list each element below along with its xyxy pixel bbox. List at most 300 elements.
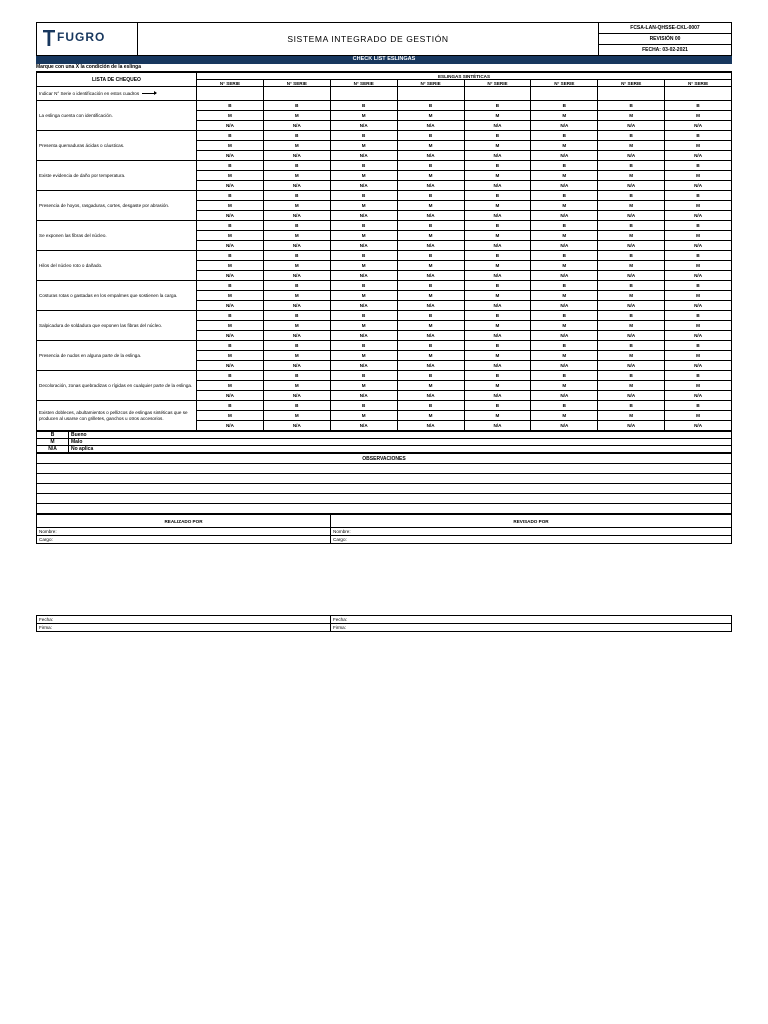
option-cell[interactable]: M [531, 111, 598, 121]
option-cell[interactable]: M [197, 171, 264, 181]
serie-input-cell[interactable] [598, 87, 665, 101]
option-cell[interactable]: M [397, 411, 464, 421]
legend-meaning: No aplica [69, 446, 732, 453]
option-cell[interactable]: M [263, 381, 330, 391]
option-cell[interactable]: M [464, 141, 531, 151]
option-cell[interactable]: M [464, 261, 531, 271]
option-cell[interactable]: B [263, 371, 330, 381]
option-cell[interactable]: B [665, 251, 732, 261]
option-cell[interactable]: B [598, 161, 665, 171]
serie-label: N° SERIE [598, 80, 665, 87]
option-cell[interactable]: B [464, 131, 531, 141]
option-cell[interactable]: M [665, 111, 732, 121]
option-cell[interactable]: N/A [197, 301, 264, 311]
option-cell[interactable]: N/A [665, 421, 732, 431]
option-cell[interactable]: N/A [197, 421, 264, 431]
document-code: FCSA-LAN-QHSSE-CKL-0007 [599, 23, 732, 34]
option-cell[interactable]: M [330, 321, 397, 331]
option-cell[interactable]: B [263, 131, 330, 141]
option-cell[interactable]: M [464, 411, 531, 421]
option-cell[interactable]: B [598, 311, 665, 321]
option-cell[interactable]: M [263, 141, 330, 151]
option-cell[interactable]: M [263, 411, 330, 421]
option-cell[interactable]: N/A [330, 271, 397, 281]
option-cell[interactable]: M [598, 291, 665, 301]
option-cell[interactable]: M [330, 291, 397, 301]
option-cell[interactable]: N/A [531, 331, 598, 341]
option-cell[interactable]: M [598, 411, 665, 421]
realizado-firma-field[interactable]: Firma: [37, 624, 331, 632]
revisado-fecha-field[interactable]: Fecha: [331, 616, 732, 624]
option-cell[interactable]: M [598, 201, 665, 211]
option-cell[interactable]: M [263, 231, 330, 241]
option-cell[interactable]: N/A [598, 421, 665, 431]
serie-input-cell[interactable] [464, 87, 531, 101]
question-text: Presenta quemaduras ácidas o cáusticas. [37, 131, 197, 161]
option-cell[interactable]: M [263, 171, 330, 181]
option-cell[interactable]: M [197, 231, 264, 241]
option-cell[interactable]: N/A [263, 361, 330, 371]
option-cell[interactable]: M [197, 111, 264, 121]
option-cell[interactable]: N/A [598, 211, 665, 221]
option-cell[interactable]: N/A [531, 271, 598, 281]
serie-input-cell[interactable] [263, 87, 330, 101]
option-cell[interactable]: N/A [598, 391, 665, 401]
option-cell[interactable]: B [197, 101, 264, 111]
option-cell[interactable]: B [531, 281, 598, 291]
option-cell[interactable]: N/A [397, 331, 464, 341]
option-cell[interactable]: M [263, 321, 330, 331]
serie-input-cell[interactable] [531, 87, 598, 101]
option-cell[interactable]: B [531, 161, 598, 171]
option-cell[interactable]: B [598, 131, 665, 141]
option-cell[interactable]: N/A [197, 391, 264, 401]
option-cell[interactable]: B [263, 281, 330, 291]
option-cell[interactable]: B [197, 401, 264, 411]
option-cell[interactable]: N/A [263, 181, 330, 191]
option-cell[interactable]: B [330, 281, 397, 291]
option-cell[interactable]: N/A [330, 421, 397, 431]
option-cell[interactable]: B [330, 341, 397, 351]
option-cell[interactable]: N/A [397, 211, 464, 221]
option-cell[interactable]: N/A [397, 241, 464, 251]
option-cell[interactable]: M [464, 381, 531, 391]
option-cell[interactable]: M [665, 291, 732, 301]
option-cell[interactable]: N/A [464, 391, 531, 401]
option-cell[interactable]: B [665, 221, 732, 231]
serie-input-cell[interactable] [665, 87, 732, 101]
option-cell[interactable]: B [464, 161, 531, 171]
option-cell[interactable]: M [397, 141, 464, 151]
option-cell[interactable]: B [464, 401, 531, 411]
option-cell[interactable]: B [397, 161, 464, 171]
question-text: Existe evidencia de daño por temperatura. [37, 161, 197, 191]
option-cell[interactable]: M [330, 141, 397, 151]
option-cell[interactable]: N/A [197, 241, 264, 251]
option-cell[interactable]: N/A [263, 121, 330, 131]
option-cell[interactable]: B [531, 401, 598, 411]
option-cell[interactable]: M [665, 381, 732, 391]
option-cell[interactable]: N/A [263, 271, 330, 281]
option-cell[interactable]: M [330, 201, 397, 211]
option-cell[interactable]: M [598, 231, 665, 241]
option-cell[interactable]: M [397, 291, 464, 301]
option-cell[interactable]: B [263, 161, 330, 171]
option-cell[interactable]: B [330, 161, 397, 171]
option-cell[interactable]: M [598, 381, 665, 391]
option-cell[interactable]: B [330, 101, 397, 111]
option-cell[interactable]: B [197, 191, 264, 201]
option-cell[interactable]: B [531, 311, 598, 321]
option-cell[interactable]: N/A [665, 121, 732, 131]
option-cell[interactable]: M [263, 111, 330, 121]
option-cell[interactable]: M [197, 381, 264, 391]
option-cell[interactable]: N/A [598, 121, 665, 131]
option-cell[interactable]: N/A [598, 331, 665, 341]
option-cell[interactable]: M [330, 231, 397, 241]
option-cell[interactable]: N/A [197, 121, 264, 131]
option-cell[interactable]: N/A [598, 271, 665, 281]
option-cell[interactable]: M [598, 321, 665, 331]
option-cell[interactable]: B [598, 281, 665, 291]
option-cell[interactable]: B [598, 191, 665, 201]
option-cell[interactable]: N/A [598, 301, 665, 311]
option-cell[interactable]: N/A [531, 421, 598, 431]
option-cell[interactable]: M [665, 171, 732, 181]
option-cell[interactable]: B [464, 251, 531, 261]
question-text: Existen dobleces, abultamientos o pellizcos de eslingas sintéticas que se producen al usarse con grilletes, ganchos u otros accesorios. [37, 401, 197, 431]
option-cell[interactable]: N/A [598, 361, 665, 371]
option-cell[interactable]: N/A [665, 391, 732, 401]
revisado-firma-field[interactable]: Firma: [331, 624, 732, 632]
option-cell[interactable]: N/A [464, 151, 531, 161]
option-cell[interactable]: N/A [464, 211, 531, 221]
option-cell[interactable]: B [665, 191, 732, 201]
legend-meaning: Bueno [69, 432, 732, 439]
option-cell[interactable]: M [397, 171, 464, 181]
option-cell[interactable]: M [197, 351, 264, 361]
option-cell[interactable]: M [464, 111, 531, 121]
option-cell[interactable]: M [197, 261, 264, 271]
option-cell[interactable]: N/A [531, 151, 598, 161]
option-cell[interactable]: B [397, 101, 464, 111]
option-cell[interactable]: B [464, 221, 531, 231]
option-cell[interactable]: B [263, 401, 330, 411]
option-cell[interactable]: N/A [665, 181, 732, 191]
option-cell[interactable]: M [330, 411, 397, 421]
option-cell[interactable]: M [330, 111, 397, 121]
option-cell[interactable]: N/A [263, 211, 330, 221]
option-cell[interactable]: B [197, 311, 264, 321]
option-cell[interactable]: B [665, 341, 732, 351]
option-cell[interactable]: B [197, 371, 264, 381]
option-cell[interactable]: B [197, 221, 264, 231]
option-cell[interactable]: N/A [665, 241, 732, 251]
option-cell[interactable]: B [464, 371, 531, 381]
option-cell[interactable]: B [531, 371, 598, 381]
option-cell[interactable]: M [330, 261, 397, 271]
option-cell[interactable]: B [531, 131, 598, 141]
option-cell[interactable]: B [598, 101, 665, 111]
option-cell[interactable]: N/A [397, 421, 464, 431]
serie-input-cell[interactable] [197, 87, 264, 101]
option-cell[interactable]: B [598, 221, 665, 231]
option-cell[interactable]: M [598, 111, 665, 121]
option-cell[interactable]: B [330, 251, 397, 261]
option-cell[interactable]: N/A [665, 331, 732, 341]
option-cell[interactable]: M [330, 171, 397, 181]
option-cell[interactable]: N/A [330, 301, 397, 311]
option-cell[interactable]: N/A [330, 211, 397, 221]
option-cell[interactable]: N/A [598, 181, 665, 191]
option-cell[interactable]: N/A [197, 361, 264, 371]
option-cell[interactable]: M [263, 351, 330, 361]
option-cell[interactable]: M [531, 291, 598, 301]
option-cell[interactable]: M [464, 291, 531, 301]
option-cell[interactable]: M [197, 411, 264, 421]
option-cell[interactable]: M [263, 291, 330, 301]
option-cell[interactable]: N/A [330, 181, 397, 191]
option-cell[interactable]: M [464, 201, 531, 211]
option-cell[interactable]: B [263, 191, 330, 201]
option-cell[interactable]: B [330, 311, 397, 321]
option-cell[interactable]: M [598, 141, 665, 151]
option-cell[interactable]: B [197, 161, 264, 171]
realizado-nombre-field[interactable]: Nombre: [37, 528, 331, 536]
option-cell[interactable]: B [397, 131, 464, 141]
option-cell[interactable]: N/A [330, 241, 397, 251]
option-cell[interactable]: N/A [197, 211, 264, 221]
option-cell[interactable]: M [531, 261, 598, 271]
option-cell[interactable]: M [665, 411, 732, 421]
option-cell[interactable]: M [263, 201, 330, 211]
option-cell[interactable]: B [665, 311, 732, 321]
observation-line[interactable] [37, 474, 732, 484]
option-cell[interactable]: B [263, 251, 330, 261]
option-cell[interactable]: B [330, 401, 397, 411]
option-cell[interactable]: M [598, 171, 665, 181]
option-cell[interactable]: N/A [531, 121, 598, 131]
option-cell[interactable]: N/A [397, 271, 464, 281]
option-cell[interactable]: N/A [397, 121, 464, 131]
option-cell[interactable]: M [598, 351, 665, 361]
option-cell[interactable]: N/A [598, 241, 665, 251]
option-cell[interactable]: M [665, 261, 732, 271]
question-option-row [37, 101, 732, 111]
option-cell[interactable]: B [197, 251, 264, 261]
option-cell[interactable]: M [464, 171, 531, 181]
option-cell[interactable]: B [397, 311, 464, 321]
option-cell[interactable]: N/A [531, 391, 598, 401]
option-cell[interactable]: N/A [464, 331, 531, 341]
option-cell[interactable]: B [330, 191, 397, 201]
option-cell[interactable]: N/A [397, 181, 464, 191]
option-cell[interactable]: B [397, 371, 464, 381]
option-cell[interactable]: N/A [464, 241, 531, 251]
serie-input-cell[interactable] [397, 87, 464, 101]
option-cell[interactable]: M [197, 291, 264, 301]
option-cell[interactable]: B [464, 311, 531, 321]
option-cell[interactable]: M [397, 351, 464, 361]
option-cell[interactable]: N/A [330, 391, 397, 401]
realizado-cargo-field[interactable]: Cargo: [37, 536, 331, 544]
option-cell[interactable]: M [464, 351, 531, 361]
option-cell[interactable]: M [531, 201, 598, 211]
observation-line-row [37, 464, 732, 474]
option-cell[interactable]: B [330, 221, 397, 231]
legend-table [36, 431, 732, 453]
option-cell[interactable]: B [665, 281, 732, 291]
option-cell[interactable]: M [330, 381, 397, 391]
observation-line[interactable] [37, 504, 732, 514]
option-cell[interactable]: N/A [330, 151, 397, 161]
option-cell[interactable]: N/A [197, 331, 264, 341]
option-cell[interactable]: N/A [665, 301, 732, 311]
option-cell[interactable]: M [665, 231, 732, 241]
option-cell[interactable]: M [197, 141, 264, 151]
option-cell[interactable]: B [665, 371, 732, 381]
option-cell[interactable]: M [464, 231, 531, 241]
option-cell[interactable]: B [531, 101, 598, 111]
question-option-row [37, 251, 732, 261]
option-cell[interactable]: N/A [464, 121, 531, 131]
option-cell[interactable]: N/A [397, 301, 464, 311]
option-cell[interactable]: N/A [330, 331, 397, 341]
option-cell[interactable]: N/A [531, 211, 598, 221]
revisado-cargo-field[interactable]: Cargo: [331, 536, 732, 544]
option-cell[interactable]: M [397, 321, 464, 331]
option-cell[interactable]: B [397, 191, 464, 201]
option-cell[interactable]: N/A [263, 301, 330, 311]
option-cell[interactable]: M [464, 321, 531, 331]
option-cell[interactable]: B [263, 221, 330, 231]
option-cell[interactable]: N/A [665, 361, 732, 371]
observation-line[interactable] [37, 464, 732, 474]
option-cell[interactable]: B [665, 101, 732, 111]
option-cell[interactable]: M [397, 231, 464, 241]
option-cell[interactable]: M [531, 141, 598, 151]
option-cell[interactable]: B [397, 221, 464, 231]
option-cell[interactable]: N/A [330, 121, 397, 131]
option-cell[interactable]: B [464, 281, 531, 291]
option-cell[interactable]: B [330, 131, 397, 141]
option-cell[interactable]: N/A [197, 271, 264, 281]
option-cell[interactable]: B [531, 221, 598, 231]
option-cell[interactable]: M [397, 261, 464, 271]
option-cell[interactable]: B [598, 371, 665, 381]
option-cell[interactable]: B [531, 191, 598, 201]
option-cell[interactable]: B [598, 341, 665, 351]
option-cell[interactable]: N/A [531, 361, 598, 371]
option-cell[interactable]: B [263, 101, 330, 111]
option-cell[interactable]: B [464, 341, 531, 351]
option-cell[interactable]: M [665, 201, 732, 211]
option-cell[interactable]: M [665, 351, 732, 361]
realizado-fecha-field[interactable]: Fecha: [37, 616, 331, 624]
question-text: Costuras rotas o gastadas en los empalmes que sostienen la carga. [37, 281, 197, 311]
revisado-nombre-field[interactable]: Nombre: [331, 528, 732, 536]
option-cell[interactable]: B [665, 401, 732, 411]
option-cell[interactable]: B [397, 251, 464, 261]
option-cell[interactable]: B [464, 191, 531, 201]
option-cell[interactable]: N/A [263, 391, 330, 401]
option-cell[interactable]: B [330, 371, 397, 381]
option-cell[interactable]: M [665, 321, 732, 331]
option-cell[interactable]: N/A [263, 241, 330, 251]
option-cell[interactable]: M [397, 201, 464, 211]
option-cell[interactable]: N/A [464, 361, 531, 371]
option-cell[interactable]: N/A [531, 241, 598, 251]
option-cell[interactable]: B [197, 341, 264, 351]
option-cell[interactable]: M [665, 141, 732, 151]
option-cell[interactable]: B [197, 281, 264, 291]
option-cell[interactable]: M [531, 171, 598, 181]
option-cell[interactable]: M [197, 321, 264, 331]
option-cell[interactable]: M [531, 231, 598, 241]
option-cell[interactable]: M [531, 411, 598, 421]
instruction-text: Marque con una X la condición de la eslinga [36, 64, 732, 72]
option-cell[interactable]: B [598, 251, 665, 261]
option-cell[interactable]: M [531, 351, 598, 361]
option-cell[interactable]: M [397, 111, 464, 121]
option-cell[interactable]: N/A [330, 361, 397, 371]
option-cell[interactable]: B [464, 101, 531, 111]
option-cell[interactable]: N/A [397, 151, 464, 161]
legend-meaning: Malo [69, 439, 732, 446]
option-cell[interactable]: N/A [397, 391, 464, 401]
option-cell[interactable]: M [598, 261, 665, 271]
option-cell[interactable]: B [665, 131, 732, 141]
option-cell[interactable]: N/A [464, 181, 531, 191]
option-cell[interactable]: B [263, 311, 330, 321]
serie-entry-row [37, 87, 732, 101]
observation-line[interactable] [37, 494, 732, 504]
option-cell[interactable]: N/A [598, 151, 665, 161]
option-cell[interactable]: B [263, 341, 330, 351]
option-cell[interactable]: B [397, 281, 464, 291]
option-cell[interactable]: N/A [464, 421, 531, 431]
option-cell[interactable]: M [263, 261, 330, 271]
option-cell[interactable]: M [531, 321, 598, 331]
option-cell[interactable]: N/A [263, 421, 330, 431]
option-cell[interactable]: B [397, 401, 464, 411]
option-cell[interactable]: M [197, 201, 264, 211]
option-cell[interactable]: B [665, 161, 732, 171]
option-cell[interactable]: N/A [197, 181, 264, 191]
option-cell[interactable]: N/A [665, 151, 732, 161]
serie-input-cell[interactable] [330, 87, 397, 101]
option-cell[interactable]: B [197, 131, 264, 141]
option-cell[interactable]: N/A [263, 331, 330, 341]
option-cell[interactable]: N/A [665, 271, 732, 281]
option-cell[interactable]: N/A [531, 301, 598, 311]
option-cell[interactable]: N/A [464, 301, 531, 311]
option-cell[interactable]: N/A [531, 181, 598, 191]
option-cell[interactable]: B [531, 341, 598, 351]
observation-line[interactable] [37, 484, 732, 494]
option-cell[interactable]: N/A [397, 361, 464, 371]
option-cell[interactable]: M [531, 381, 598, 391]
option-cell[interactable]: M [330, 351, 397, 361]
option-cell[interactable]: B [397, 341, 464, 351]
option-cell[interactable]: N/A [665, 211, 732, 221]
option-cell[interactable]: B [531, 251, 598, 261]
option-cell[interactable]: M [397, 381, 464, 391]
option-cell[interactable]: N/A [197, 151, 264, 161]
option-cell[interactable]: N/A [263, 151, 330, 161]
option-cell[interactable]: N/A [464, 271, 531, 281]
option-cell[interactable]: B [598, 401, 665, 411]
